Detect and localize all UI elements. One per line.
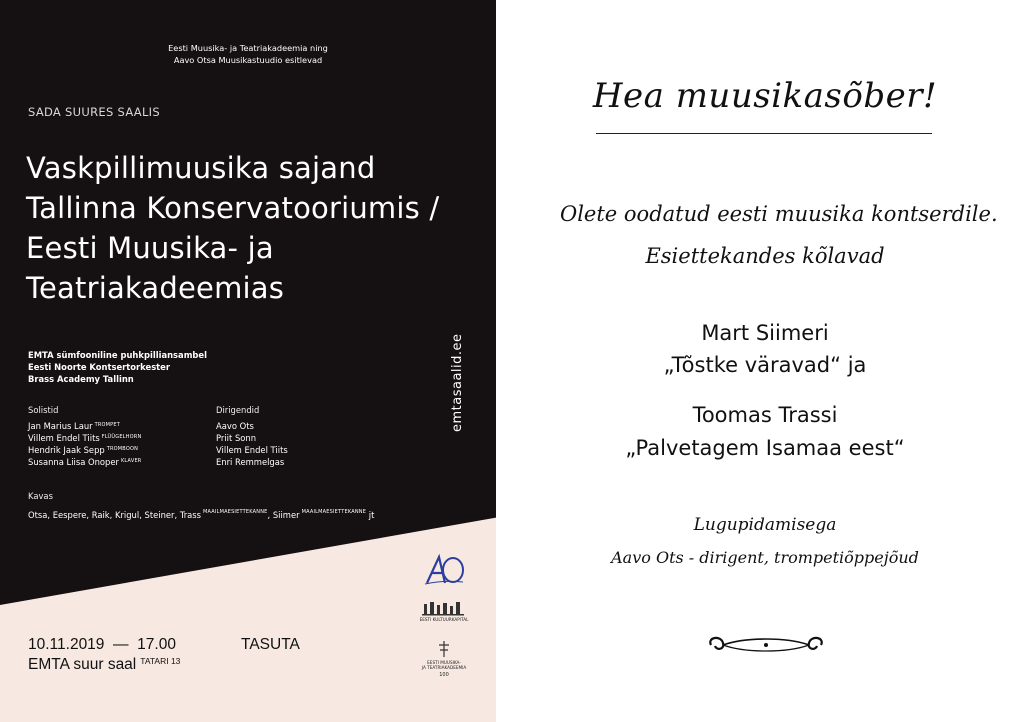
- soloists-list: [28, 420, 142, 468]
- presenters-line-2: Aavo Otsa Muusikastuudio esitlevad: [173, 55, 323, 65]
- conductors-list: [216, 420, 288, 468]
- venue-address: TATARI 13: [140, 656, 181, 666]
- letter-regards: Lugupidamisega: [693, 515, 837, 535]
- poster-presenters: [0, 42, 496, 66]
- conductors-label: Dirigendid: [216, 405, 260, 415]
- ensemble-3: Brass Academy Tallinn: [28, 374, 134, 384]
- conductor-name: Aavo Ots: [216, 421, 254, 431]
- program-label: Kavas: [28, 491, 53, 501]
- concert-poster: [0, 0, 496, 722]
- soloist-row: [28, 432, 142, 444]
- soloist-row: [28, 420, 142, 432]
- event-date-time: 10.11.2019 — 17.00: [28, 636, 176, 653]
- soloist-name: Hendrik Jaak Sepp: [28, 445, 105, 455]
- emta-logo-line-1: EESTI MUUSIKA-: [427, 660, 461, 665]
- soloist-row: [28, 456, 142, 468]
- soloist-row: [28, 444, 142, 456]
- title-line-1: Vaskpillimuusika sajand: [26, 151, 376, 185]
- piece-1-title: „Tõstke väravad“ ja: [663, 353, 867, 377]
- program-list: [28, 510, 374, 520]
- conductor-name: Villem Endel Tiits: [216, 445, 288, 455]
- ensemble-1: EMTA sümfooniline puhkpilliansambel: [28, 350, 207, 360]
- venue-name: EMTA suur saal: [28, 656, 137, 673]
- program-composers: Otsa, Eespere, Raik, Krigul, Steiner, Trass: [28, 510, 202, 520]
- emta-logo-line-2: JA TEATRIAKADEEMIA: [421, 665, 467, 670]
- title-line-3: Eesti Muusika- ja: [26, 231, 274, 265]
- title-line-2: Tallinna Konservatooriumis /: [26, 191, 440, 225]
- program-composers-2: , Siimer: [267, 510, 300, 520]
- poster-series-label: SADA SUURES SAALIS: [28, 105, 160, 119]
- culture-endowment-logo: [420, 600, 468, 616]
- program-etc: jt: [368, 510, 375, 520]
- soloist-name: Villem Endel Tiits: [28, 433, 100, 443]
- soloist-name: Jan Marius Laur: [28, 421, 93, 431]
- conductor-name: Priit Sonn: [216, 433, 257, 443]
- soloists-label: Solistid: [28, 405, 59, 415]
- invitation-line-1: Olete oodatud eesti muusika kontserdile.: [560, 202, 998, 226]
- emta-emblem-logo: [437, 640, 451, 658]
- aavo-ots-logo: [423, 553, 467, 587]
- invitation-letter: [560, 0, 998, 722]
- culture-endowment-label: EESTI KULTUURKAPITAL: [419, 617, 469, 622]
- presenters-line-1: Eesti Muusika- ja Teatriakadeemia ning: [168, 43, 328, 53]
- soloist-instrument: TROMPET: [94, 422, 121, 428]
- letter-greeting: Hea muusikasõber!: [592, 76, 938, 116]
- ensemble-2: Eesti Noorte Kontsertorkester: [28, 362, 170, 372]
- greeting-divider: [596, 133, 932, 134]
- emta-logo-text: [418, 660, 470, 678]
- soloist-instrument: KLAVER: [120, 458, 142, 464]
- title-line-4: Teatriakadeemias: [26, 271, 285, 305]
- piece-2-title: „Palvetagem Isamaa eest“: [625, 436, 905, 460]
- soloist-name: Susanna Liisa Onoper: [28, 457, 119, 467]
- letter-signature: Aavo Ots - dirigent, trompetiõppejõud: [611, 548, 919, 567]
- piece-2-composer: Toomas Trassi: [692, 403, 838, 427]
- premiere-mark-2: MAAILMAESIETTEKANNE: [301, 509, 367, 515]
- flourish-ornament: [705, 633, 827, 657]
- emta-logo-line-3: 100: [439, 672, 449, 678]
- soloist-instrument: TROMBOON: [106, 446, 139, 452]
- event-price: TASUTA: [241, 636, 300, 653]
- poster-website[interactable]: emtasaalid.ee: [450, 333, 465, 432]
- invitation-line-2: Esiettekandes kõlavad: [645, 244, 885, 268]
- piece-1-composer: Mart Siimeri: [701, 321, 829, 345]
- soloist-instrument: FLÜÜGELHORN: [101, 434, 142, 440]
- conductor-name: Enri Remmelgas: [216, 457, 285, 467]
- premiere-mark-1: MAAILMAESIETTEKANNE: [203, 509, 268, 515]
- poster-title: [26, 148, 439, 308]
- event-venue: [28, 656, 180, 674]
- poster-ensembles: [28, 349, 207, 385]
